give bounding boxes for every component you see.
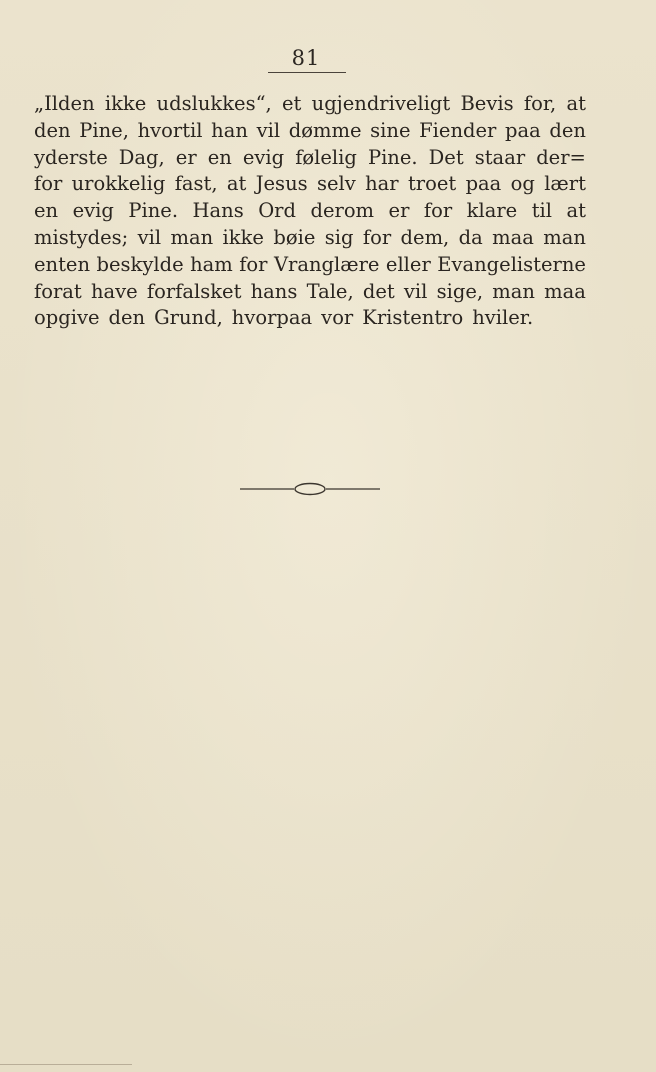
word: ugjendriveligt bbox=[311, 92, 451, 115]
bottom-edge-mark bbox=[0, 1064, 132, 1065]
section-ornament bbox=[240, 478, 380, 500]
word: „Ilden bbox=[34, 92, 95, 115]
word: hvorpaa bbox=[231, 306, 313, 330]
word: til bbox=[531, 199, 552, 223]
word: følelig bbox=[295, 145, 357, 169]
text-line bbox=[34, 118, 586, 145]
word: har bbox=[365, 172, 399, 196]
word: troet bbox=[407, 172, 457, 196]
word: den bbox=[34, 118, 71, 142]
word: han bbox=[211, 118, 248, 142]
word: vil bbox=[256, 118, 281, 142]
word: man bbox=[492, 279, 535, 303]
word: evig bbox=[242, 145, 285, 169]
word: den bbox=[108, 306, 146, 330]
word: forat bbox=[34, 279, 82, 303]
word: selv bbox=[316, 172, 356, 196]
word: vor bbox=[321, 306, 354, 330]
word: Grund, bbox=[154, 306, 223, 330]
text-line bbox=[34, 305, 586, 332]
word: maa bbox=[544, 279, 586, 303]
word: en bbox=[207, 145, 232, 169]
word: man bbox=[170, 225, 214, 249]
word: bøie bbox=[273, 225, 316, 249]
word: Dag, bbox=[118, 145, 165, 169]
word: udslukkes“, bbox=[156, 92, 272, 115]
word: der= bbox=[536, 145, 586, 169]
text-line bbox=[34, 171, 586, 198]
word: en bbox=[34, 199, 59, 223]
word: Kristentro bbox=[362, 306, 464, 330]
word: og bbox=[510, 172, 535, 196]
word: Hans bbox=[192, 199, 244, 223]
word: dømme bbox=[288, 118, 362, 142]
text-line bbox=[34, 279, 586, 306]
word: ham bbox=[190, 252, 233, 276]
word: opgive bbox=[34, 306, 100, 330]
word: hvortil bbox=[137, 118, 203, 142]
word: for bbox=[362, 225, 392, 249]
text-line bbox=[34, 91, 586, 118]
body-text bbox=[34, 91, 586, 332]
word: have bbox=[90, 279, 138, 303]
word: urokkelig bbox=[71, 172, 166, 196]
word: paa bbox=[505, 118, 541, 142]
page-number-rule bbox=[268, 72, 346, 73]
word: lært bbox=[544, 172, 586, 196]
word: at bbox=[226, 172, 247, 196]
word: er bbox=[175, 145, 197, 169]
word: Pine. bbox=[367, 145, 418, 169]
word: for bbox=[423, 199, 453, 223]
word: Fiender bbox=[419, 118, 497, 142]
word: Jesus bbox=[255, 172, 308, 196]
word: Det bbox=[428, 145, 464, 169]
word: da bbox=[458, 225, 483, 249]
word: klare bbox=[466, 199, 518, 223]
word: ikke bbox=[222, 225, 264, 249]
text-line bbox=[34, 252, 586, 279]
word: for bbox=[34, 172, 63, 196]
word: staar bbox=[474, 145, 526, 169]
word: paa bbox=[465, 172, 502, 196]
word: Vranglære bbox=[273, 252, 380, 276]
word: hans bbox=[250, 279, 298, 303]
word: sig bbox=[324, 225, 354, 249]
word: Bevis bbox=[460, 92, 514, 115]
word: eller bbox=[385, 252, 431, 276]
text-line bbox=[34, 225, 586, 252]
word: ikke bbox=[104, 92, 147, 115]
word: maa bbox=[492, 225, 534, 249]
word: yderste bbox=[34, 145, 108, 169]
word: Ord bbox=[258, 199, 296, 223]
text-line bbox=[34, 145, 586, 172]
word: sige, bbox=[436, 279, 484, 303]
page-number: 81 bbox=[291, 46, 321, 70]
word: enten bbox=[34, 252, 91, 276]
word: man bbox=[543, 225, 586, 249]
word: Pine, bbox=[79, 118, 129, 142]
word: evig bbox=[72, 199, 114, 223]
word: vil bbox=[137, 225, 162, 249]
word: derom bbox=[310, 199, 375, 223]
word: for bbox=[239, 252, 268, 276]
word: mistydes; bbox=[34, 225, 129, 249]
word: hviler. bbox=[472, 306, 534, 330]
word: et bbox=[282, 92, 302, 115]
word: for, bbox=[523, 92, 557, 115]
text-line bbox=[34, 198, 586, 225]
word: Pine. bbox=[128, 199, 179, 223]
word: fast, bbox=[174, 172, 218, 196]
word: at bbox=[566, 92, 586, 115]
word: det bbox=[362, 279, 395, 303]
word: Tale, bbox=[306, 279, 354, 303]
word: beskylde bbox=[96, 252, 184, 276]
word: vil bbox=[403, 279, 428, 303]
word: Evangelisterne bbox=[437, 252, 586, 276]
word: at bbox=[566, 199, 586, 223]
word: er bbox=[388, 199, 410, 223]
word: forfalsket bbox=[146, 279, 242, 303]
word: dem, bbox=[400, 225, 450, 249]
word: den bbox=[549, 118, 586, 142]
word: sine bbox=[370, 118, 411, 142]
